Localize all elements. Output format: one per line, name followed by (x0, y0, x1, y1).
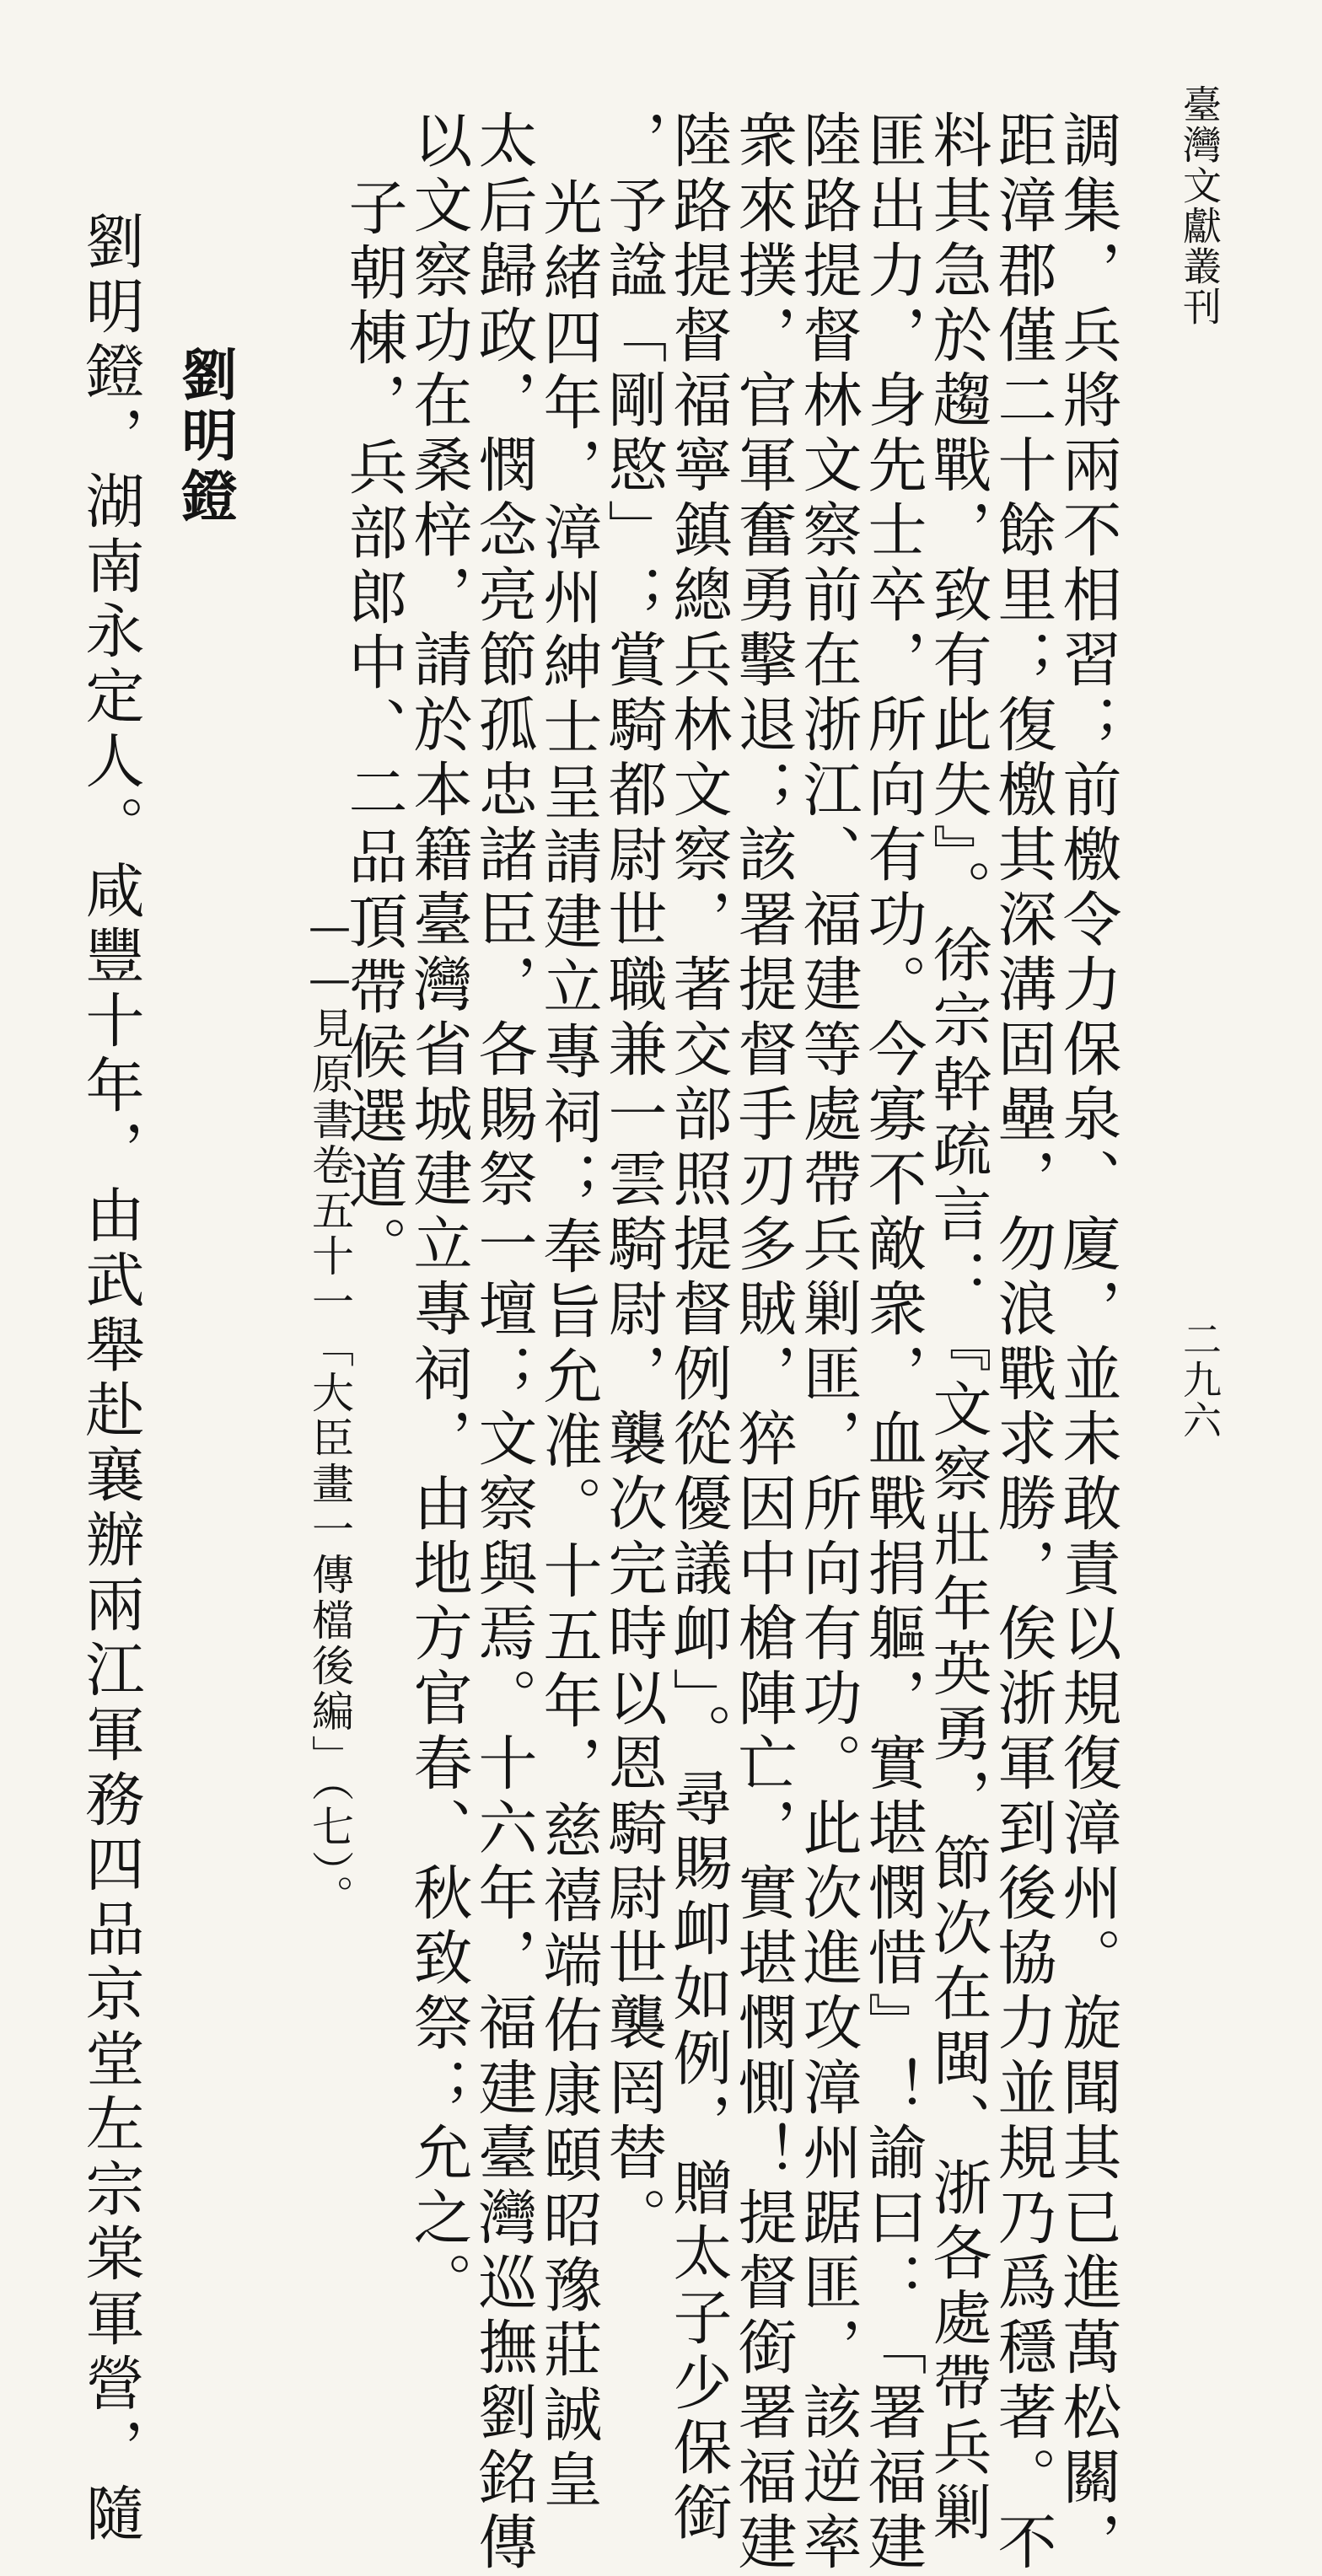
page-number: 二九六 (1177, 1319, 1223, 1441)
text-column-7: 陸路提督福寧鎮總兵林文察，著交部照提督例從優議卹」。尋賜卹如例，贈太子少保銜 (664, 110, 733, 2546)
text-column-4: 匪出力，身先士卒，所向有功。今寡不敵衆，血戰捐軀，實堪憫惜』！諭曰：「署福建 (858, 110, 927, 2576)
text-column-11: 以文察功在桑梓，請於本籍臺灣省城建立專祠，由地方官春、秋致祭；允之。 (404, 110, 473, 2316)
text-column-2: 距漳郡僅二十餘里；復檄其深溝固壘，勿浪戰求勝，俟浙軍到後協力並規乃爲穩著。不 (988, 110, 1057, 2576)
final-text-column: 劉明鐙，湖南永定人。咸豐十年，由武舉赴襄辦兩江軍務四品京堂左宗棠軍營，隨 (76, 211, 145, 2547)
source-note: ——見原書卷五十一「大臣畫一傳檔後編」（七）。 (305, 902, 354, 1920)
text-column-5: 陸路提督林文察前在浙江、福建等處帶兵剿匪，所向有功。此次進攻漳州踞匪，該逆率 (793, 110, 863, 2576)
section-title: 劉明鐙 (172, 346, 238, 528)
text-column-12: 子朝棟，兵部郎中、二品頂帶候選道。 (339, 177, 408, 1280)
text-column-9: 光緒四年，漳州紳士呈請建立專祠；奉旨允准。十五年，慈禧端佑康頤昭豫莊誠皇 (534, 177, 603, 2514)
series-title: 臺灣文獻叢刊 (1177, 84, 1223, 327)
text-column-3: 料其急於趨戰，致有此失』。徐宗幹疏言：『文察壯年英勇，節次在閩、浙各處帶兵剿 (923, 110, 992, 2546)
text-column-8: ，予諡「剛愍」；賞騎都尉世職兼一雲騎尉，襲次完時以恩騎尉世襲罔替。 (599, 110, 668, 2251)
text-column-10: 太后歸政，憫念亮節孤忠諸臣，各賜祭一壇；文察與焉。十六年，福建臺灣巡撫劉銘傳 (469, 110, 538, 2576)
text-column-1: 調集，兵將兩不相習；前檄令力保泉、廈，並未敢責以規復漳州。旋聞其已進萬松關， (1053, 110, 1122, 2576)
text-column-6: 衆來撲，官軍奮勇擊退；該署提督手刃多賊，猝因中槍陣亡，實堪憫惻！提督銜署福建 (728, 110, 798, 2576)
